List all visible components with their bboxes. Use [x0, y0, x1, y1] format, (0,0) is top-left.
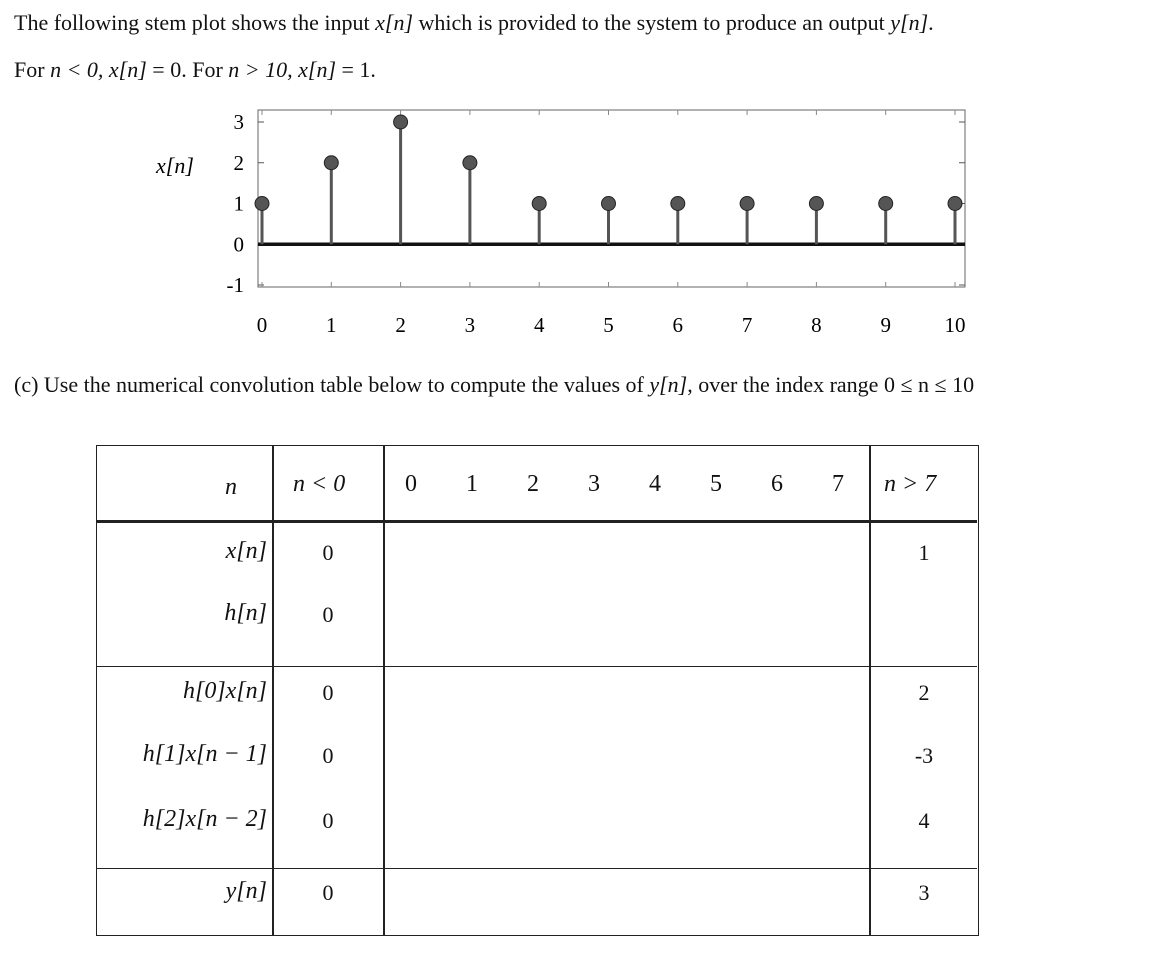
x-tick-label: 9 — [880, 313, 891, 337]
intro2-condition-2: n > 10, x[n] — [228, 57, 336, 82]
stems — [255, 115, 962, 244]
x-tick-label: 5 — [603, 313, 614, 337]
row-positive-value: 2 — [918, 680, 930, 705]
row-label: h[0]x[n] — [182, 678, 267, 704]
row-negative-value: 0 — [322, 880, 334, 905]
row-positive-value: -3 — [914, 743, 934, 768]
row-positive-value: 4 — [918, 808, 930, 833]
y-tick-label: 3 — [233, 110, 244, 134]
stem-marker — [948, 197, 962, 211]
x-tick-label: 2 — [395, 313, 406, 337]
row-negative-value: 0 — [322, 680, 334, 705]
row-negative-value: 0 — [322, 602, 334, 627]
intro-output-symbol: y[n] — [890, 10, 929, 35]
row-negative-value: 0 — [322, 743, 334, 768]
header-index: 0 — [405, 471, 417, 497]
section-rule-1 — [97, 666, 977, 667]
intro-line-2 — [14, 57, 376, 83]
stem-marker — [324, 156, 338, 170]
stem-marker — [463, 156, 477, 170]
row-label: h[2]x[n − 2] — [142, 806, 267, 832]
stem-marker — [532, 197, 546, 211]
section-rule-2 — [97, 868, 977, 869]
intro-text-c: . — [928, 10, 934, 35]
stem-marker — [671, 197, 685, 211]
intro2-condition-1: n < 0, x[n] — [50, 57, 147, 82]
row-label: h[n] — [224, 600, 267, 626]
header-index: 7 — [832, 471, 844, 497]
header-index: 1 — [466, 471, 478, 497]
x-tick-label: 0 — [256, 313, 268, 337]
intro2-text-a: For — [14, 57, 51, 82]
header-index: 6 — [771, 471, 783, 497]
header-n-positive: n > 7 — [884, 471, 937, 497]
part-c-suffix: , over the index range 0 ≤ n ≤ 10 — [687, 372, 975, 397]
stem-marker — [255, 197, 269, 211]
y-tick-labels — [227, 110, 245, 297]
convolution-table — [96, 445, 979, 936]
intro-input-symbol: x[n] — [375, 10, 414, 35]
row-negative-value: 0 — [322, 808, 334, 833]
row-label: x[n] — [225, 538, 267, 564]
part-c-output-symbol: y[n] — [649, 372, 688, 397]
stem-marker — [602, 197, 616, 211]
y-tick-label: 0 — [233, 232, 244, 257]
header-rule — [97, 520, 977, 523]
x-tick-labels — [257, 313, 966, 337]
y-tick-label: 2 — [233, 150, 244, 175]
y-tick-label: 1 — [233, 191, 244, 216]
row-label: y[n] — [225, 878, 267, 904]
x-tick-label: 1 — [326, 313, 337, 337]
x-tick-label: 6 — [672, 313, 684, 337]
stem-marker — [394, 115, 408, 129]
header-n: n — [225, 474, 237, 500]
stem-marker — [879, 197, 893, 211]
intro-line-1 — [14, 10, 934, 36]
row-positive-value: 1 — [918, 540, 930, 565]
intro-text-b: which is provided to the system to produce an output — [413, 10, 891, 35]
part-c-prefix: (c) Use the numerical convolution table below to compute the values of — [14, 372, 650, 397]
x-tick-label: 7 — [741, 313, 753, 337]
y-tick-label: -1 — [226, 273, 244, 297]
stem-marker — [740, 197, 754, 211]
intro2-text-b: = 0. For — [146, 57, 229, 82]
row-positive-value: 3 — [918, 880, 930, 905]
intro2-text-c: = 1. — [336, 57, 376, 82]
x-tick-label: 8 — [811, 313, 822, 337]
header-index: 3 — [588, 471, 600, 497]
x-tick-label: 4 — [533, 313, 545, 337]
header-index: 4 — [649, 471, 661, 497]
intro-text-a: The following stem plot shows the input — [14, 10, 376, 35]
header-n-negative: n < 0 — [293, 471, 346, 497]
y-axis-label: x[n] — [156, 153, 194, 178]
stem-plot — [0, 95, 1153, 345]
x-tick-label: 3 — [464, 313, 476, 337]
row-negative-value: 0 — [322, 540, 334, 565]
row-label: h[1]x[n − 1] — [142, 741, 267, 767]
header-index: 5 — [710, 471, 722, 497]
header-index: 2 — [527, 471, 539, 497]
part-c-instructions — [14, 372, 974, 398]
stem-marker — [809, 197, 823, 211]
x-tick-label: 10 — [944, 313, 966, 337]
